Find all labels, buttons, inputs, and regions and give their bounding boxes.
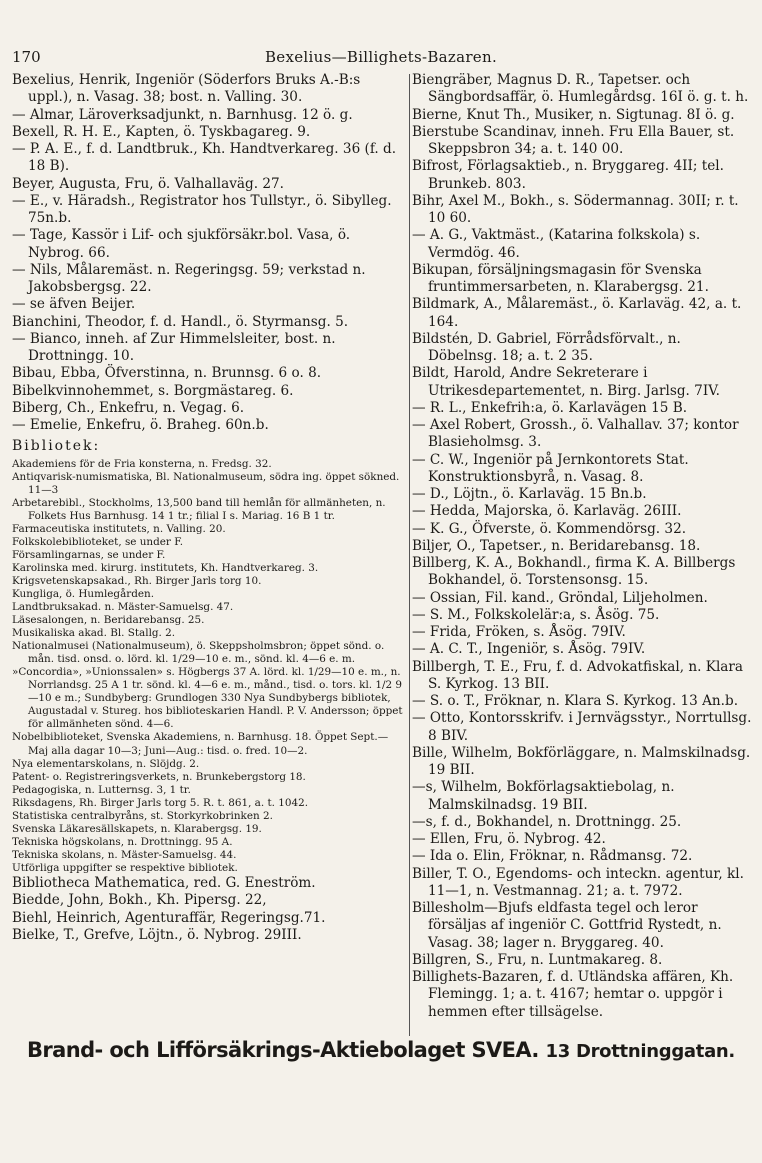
advertisement-text: Brand- och Lifförsäkrings-Aktiebolaget SVEA. (27, 1038, 539, 1062)
directory-entry: — R. L., Enkefrih:a, ö. Karlavägen 15 B. (412, 399, 688, 416)
directory-entry: Bianchini, Theodor, f. d. Handl., ö. Styrmansg. 5. (12, 313, 349, 330)
library-entry: Patent- o. Registreringsverkets, n. Brunkebergstorg 18. (12, 770, 306, 783)
directory-entry: Bexell, R. H. E., Kapten, ö. Tyskbagareg. 9. (12, 123, 311, 140)
library-entry: Krigsvetenskapsakad., Rh. Birger Jarls torg 10. (12, 574, 262, 587)
directory-entry: Biljer, O., Tapetser., n. Beridarebansg. 18. (412, 537, 701, 554)
right-column (412, 72, 752, 1021)
library-entry: Statistiska centralbyråns, st. Storkyrkobrinken 2. (12, 809, 273, 822)
directory-entry: Bildstén, D. Gabriel, Förrådsförvalt., n. Döbelnsg. 18; a. t. 2 35. (412, 330, 681, 364)
directory-entry: Bibelkvinnohemmet, s. Borgmästareg. 6. (12, 382, 294, 399)
directory-entry: Bierstube Scandinav, inneh. Fru Ella Bauer, st. Skeppsbron 34; a. t. 140 00. (412, 123, 735, 157)
directory-entry: Bibliotheca Mathematica, red. G. Eneström. (12, 875, 316, 891)
page-number: 170 (12, 48, 41, 66)
directory-entry: — S. o. T., Fröknar, n. Klara S. Kyrkog. 13 An.b. (412, 693, 739, 709)
directory-entry: Billighets-Bazaren, f. d. Utländska affären, Kh. Flemingg. 1; a. t. 4167; hemtar o. uppgör i hemmen efter tillsägelse. (412, 969, 734, 1020)
library-list (12, 458, 408, 876)
directory-entry: Bikupan, försäljningsmagasin för Svenska fruntimmersarbeten, n. Klarabergsg. 21. (412, 261, 709, 295)
advertisement-banner (8, 1038, 754, 1062)
library-entry: Arbetarebibl., Stockholms, 13,500 band till hemlån för allmänheten, n. Folkets Hus Barnhusg. 14 1 tr.; filial I s. Mariag. 16 B 1 tr. (12, 496, 386, 522)
directory-entry: — A. C. T., Ingeniör, s. Åsög. 79IV. (412, 641, 646, 658)
library-entry: Svenska Läkaresällskapets, n. Klarabergsg. 19. (12, 822, 262, 835)
library-entry: Riksdagens, Rh. Birger Jarls torg 5. R. t. 861, a. t. 1042. (12, 796, 309, 809)
directory-entry: — Otto, Kontorsskrifv. i Jernvägsstyr., Norrtullsg. 8 BIV. (412, 710, 752, 744)
library-entry: Karolinska med. kirurg. institutets, Kh. Handtverkareg. 3. (12, 561, 319, 574)
directory-entry: Bildt, Harold, Andre Sekreterare i Utrikesdepartementet, n. Birg. Jarlsg. 7IV. (412, 365, 720, 399)
library-entry: Pedagogiska, n. Lutternsg. 3, 1 tr. (12, 783, 191, 796)
directory-entry: Biengräber, Magnus D. R., Tapetser. och Sängbordsaffär, ö. Humlegårdsg. 16I ö. g. t. h. (412, 72, 749, 106)
directory-entry: — Bianco, inneh. af Zur Himmelsleiter, bost. n. Drottningg. 10. (12, 330, 336, 364)
directory-entry: Biedde, John, Bokh., Kh. Pipersg. 22, (12, 892, 267, 909)
directory-entry: — E., v. Häradsh., Registrator hos Tullstyr., ö. Sibylleg. 75n.b. (12, 192, 392, 226)
directory-entry: — Hedda, Majorska, ö. Karlaväg. 26III. (412, 503, 682, 520)
directory-entry: — P. A. E., f. d. Landtbruk., Kh. Handtverkareg. 36 (f. d. 18 B). (12, 141, 397, 175)
library-entry: Tekniska högskolans, n. Drottningg. 95 A. (12, 835, 233, 848)
library-entry: Läsesalongen, n. Beridarebansg. 25. (12, 614, 205, 627)
directory-entry: — Ida o. Elin, Fröknar, n. Rådmansg. 72. (412, 848, 693, 865)
directory-entry: — K. G., Öfverste, ö. Kommendörsg. 32. (412, 520, 687, 537)
directory-entry: —s, f. d., Bokhandel, n. Drottningg. 25. (412, 813, 682, 830)
library-entry: »Concordia», »Unionssalen» s. Högbergs 37 A. lörd. kl. 1/29—10 e. m., n. Norrlandsg. 25 A 1 tr. sönd. kl. 4—6 e. m., månd., tisd. o. tors. kl. 1/2 9—10 e m.; Sundbyberg: Grundlogen 330 Nya Sundbybergs bibliotek, Augustadal v. Stureg. hos biblioteskarien Handl. P. V. Andersson; öppet för allmänheten sönd. 4—6. (12, 666, 403, 731)
library-entry: Musikaliska akad. Bl. Stallg. 2. (12, 627, 176, 640)
left-entries (12, 72, 408, 434)
directory-entry: Bibau, Ebba, Öfverstinna, n. Brunnsg. 6 o. 8. (12, 365, 322, 382)
library-entry: Antiqvarisk-numismatiska, Bl. Nationalmuseum, södra ing. öppet sökned. 11—3 (12, 470, 400, 496)
library-entry: Folkskolebiblioteket, se under F. (12, 535, 184, 548)
directory-entry: Beyer, Augusta, Fru, ö. Valhallaväg. 27. (12, 175, 284, 192)
directory-entry: — C. W., Ingeniör på Jernkontorets Stat. Konstruktionsbyrå, n. Vasag. 8. (412, 451, 689, 485)
directory-entry: Biehl, Heinrich, Agenturaffär, Regeringsg.71. (12, 909, 326, 926)
directory-entry: Billesholm—Bjufs eldfasta tegel och leror försäljas af ingeniör C. Gottfrid Rystedt, n. Vasag. 38; lager n. Bryggareg. 40. (412, 900, 722, 951)
directory-entry: — Emelie, Enkefru, ö. Braheg. 60n.b. (12, 417, 269, 433)
directory-entry: Bielke, T., Grefve, Löjtn., ö. Nybrog. 29III. (12, 926, 302, 943)
directory-entry: Billgren, S., Fru, n. Luntmakareg. 8. (412, 951, 663, 968)
directory-entry: — se äfven Beijer. (12, 296, 136, 313)
directory-entry: — A. G., Vaktmäst., (Katarina folkskola) s. Vermdög. 46. (412, 227, 701, 261)
library-entry: Nobelbiblioteket, Svenska Akademiens, n. Barnhusg. 18. Öppet Sept.—Maj alla dagar 10—3; Juni—Aug.: tisd. o. fred. 10—2. (12, 731, 389, 757)
directory-entry: Bexelius, Henrik, Ingeniör (Söderfors Bruks A.-B:s uppl.), n. Vasag. 38; bost. n. Valling. 30. (12, 72, 361, 106)
library-entry: Landtbruksakad. n. Mäster-Samuelsg. 47. (12, 601, 234, 614)
directory-entry: —s, Wilhelm, Bokförlagsaktiebolag, n. Malmskilnadsg. 19 BII. (412, 779, 675, 813)
directory-entry: Bifrost, Förlagsaktieb., n. Bryggareg. 4II; tel. Brunkeb. 803. (412, 158, 724, 192)
directory-entry: — S. M., Folkskolelär:a, s. Åsög. 75. (412, 606, 660, 623)
page-header (12, 48, 750, 72)
directory-entry: Bille, Wilhelm, Bokförläggare, n. Malmskilnadsg. 19 BII. (412, 744, 751, 778)
section-heading-bibliotek: Bibliotek: (12, 438, 101, 455)
directory-entry: Billbergh, T. E., Fru, f. d. Advokatfiskal, n. Klara S. Kyrkog. 13 BII. (412, 658, 744, 692)
library-entry: Farmaceutiska institutets, n. Valling. 20. (12, 522, 226, 535)
library-entry: Kungliga, ö. Humlegården. (12, 587, 155, 600)
directory-entry: — Axel Robert, Grossh., ö. Valhallav. 37; kontor Blasieholmsg. 3. (412, 417, 739, 451)
left-entries-after (12, 875, 408, 944)
directory-entry: — Ossian, Fil. kand., Gröndal, Liljeholmen. (412, 589, 708, 606)
directory-entry: Bierne, Knut Th., Musiker, n. Sigtunag. 8I ö. g. (412, 106, 735, 123)
library-entry: Nationalmusei (Nationalmuseum), ö. Skeppsholmsbron; öppet sönd. o. mån. tisd. onsd. o. lörd. kl. 1/29—10 e. m., sönd. kl. 4—6 e. m. (12, 640, 385, 666)
library-entry: Församlingarnas, se under F. (12, 548, 166, 561)
directory-entry: Biller, T. O., Egendoms- och inteckn. agentur, kl. 11—1, n. Vestmannag. 21; a. t. 7972. (412, 865, 744, 899)
column-divider (409, 74, 410, 1036)
running-title: Bexelius—Billighets-Bazaren. (264, 48, 498, 66)
library-entry: Tekniska skolans, n. Mäster-Samuelsg. 44. (12, 848, 237, 861)
library-entry: Nya elementarskolans, n. Slöjdg. 2. (12, 757, 200, 770)
directory-entry: — D., Löjtn., ö. Karlaväg. 15 Bn.b. (412, 486, 647, 502)
directory-entry: — Nils, Målaremäst. n. Regeringsg. 59; verkstad n. Jakobsbergsg. 22. (12, 261, 366, 295)
library-entry: Akademiens för de Fria konsterna, n. Fredsg. 32. (12, 457, 272, 470)
advertisement-address: 13 Drottninggatan. (545, 1041, 735, 1062)
directory-entry: Biberg, Ch., Enkefru, n. Vegag. 6. (12, 399, 245, 416)
directory-entry: — Tage, Kassör i Lif- och sjukförsäkr.bol. Vasa, ö. Nybrog. 66. (12, 227, 351, 261)
directory-entry: Bihr, Axel M., Bokh., s. Södermannag. 30II; r. t. 10 60. (412, 192, 739, 226)
directory-entry: — Frida, Fröken, s. Åsög. 79IV. (412, 624, 626, 640)
directory-entry: — Ellen, Fru, ö. Nybrog. 42. (412, 831, 606, 847)
directory-entry: Bildmark, A., Målaremäst., ö. Karlaväg. 42, a. t. 164. (412, 296, 742, 330)
directory-entry: Billberg, K. A., Bokhandl., firma K. A. Billbergs Bokhandel, ö. Torstensonsg. 15. (412, 555, 736, 589)
library-entry: Utförliga uppgifter se respektive bibliotek. (12, 861, 238, 874)
left-column (12, 72, 408, 944)
directory-entry: — Almar, Läroverksadjunkt, n. Barnhusg. 12 ö. g. (12, 106, 353, 123)
